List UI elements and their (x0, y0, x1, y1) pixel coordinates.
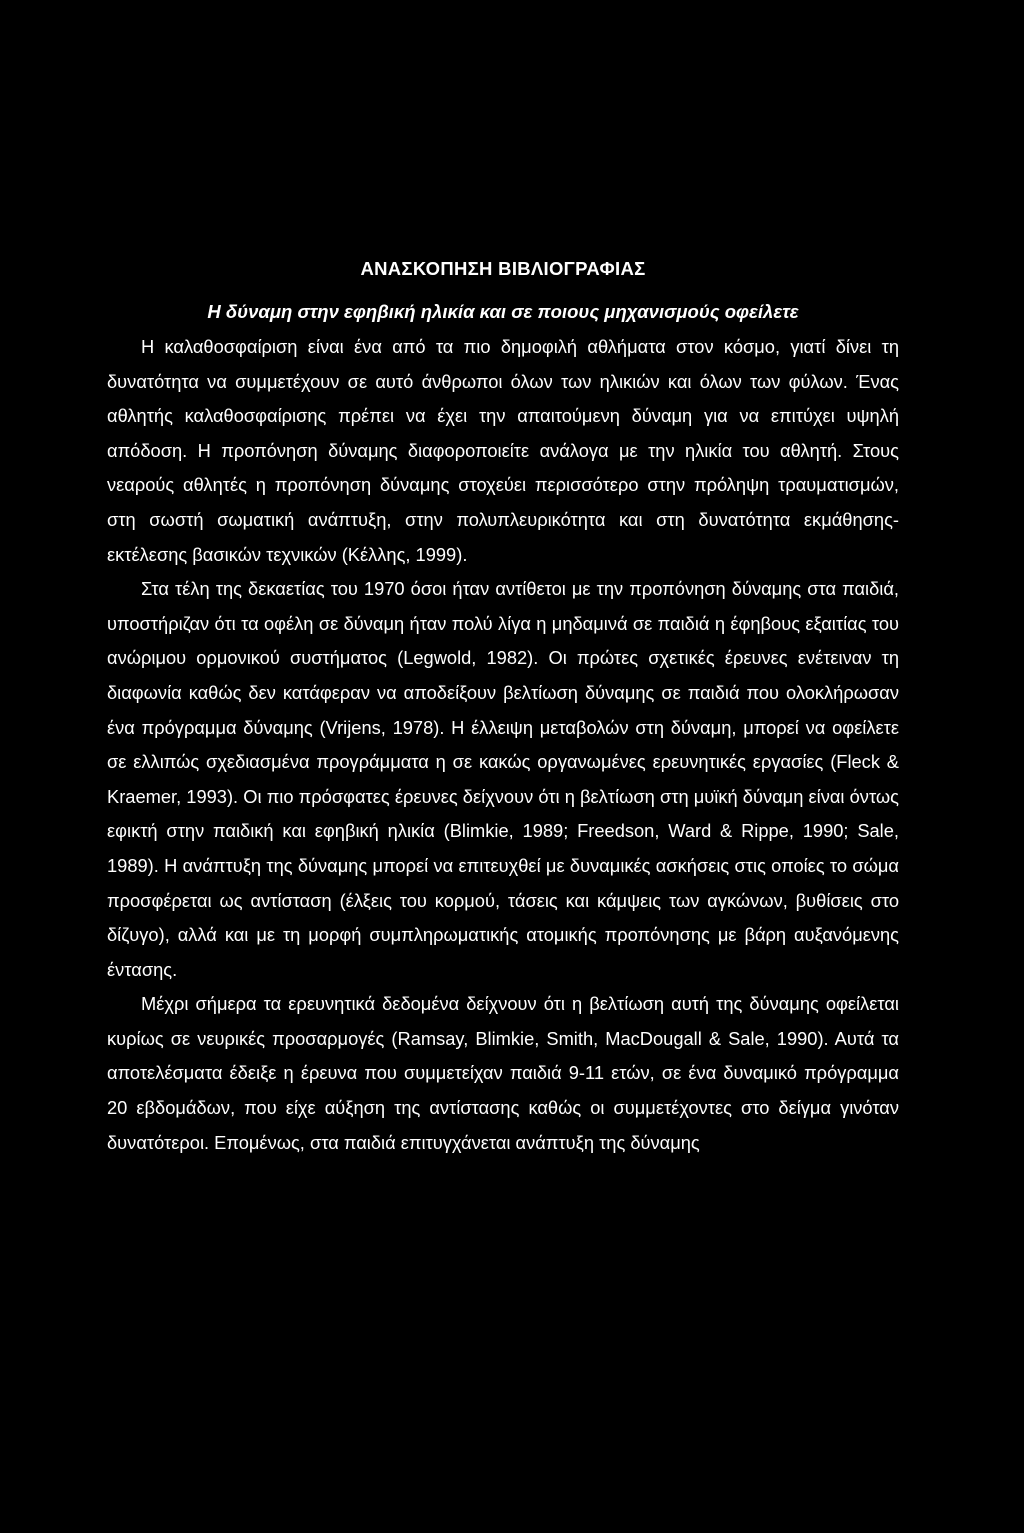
document-page (107, 251, 899, 1160)
paragraph-3: Μέχρι σήμερα τα ερευνητικά δεδομένα δείχνουν ότι η βελτίωση αυτή της δύναμης οφείλεται κυρίως σε νευρικές προσαρμογές (Ramsay, Blimkie, Smith, MacDougall & Sale, 1990). Αυτά τα αποτελέσματα έδειξε η έρευνα που συμμετείχαν παιδιά 9-11 ετών, σε ένα δυναμικό πρόγραμμα 20 εβδομάδων, που είχε αύξηση της αντίστασης καθώς οι συμμετέχοντες στο δείγμα γινόταν δυνατότεροι. Επομένως, στα παιδιά επιτυγχάνεται ανάπτυξη της δύναμης (107, 993, 899, 1153)
section-subheading: Η δύναμη στην εφηβική ηλικία και σε ποιους μηχανισμούς οφείλετε (207, 301, 799, 322)
paragraph-1: Η καλαθοσφαίριση είναι ένα από τα πιο δημοφιλή αθλήματα στον κόσμο, γιατί δίνει τη δυνατότητα να συμμετέχουν σε αυτό άνθρωποι όλων των ηλικιών και όλων των φύλων. Ένας αθλητής καλαθοσφαίρισης πρέπει να έχει την απαιτούμενη δύναμη για να επιτύχει υψηλή απόδοση. Η προπόνηση δύναμης διαφοροποιείτε ανάλογα με την ηλικία του αθλητή. Στους νεαρούς αθλητές η προπόνηση δύναμης στοχεύει περισσότερο στην πρόληψη τραυματισμών, στη σωστή σωματική ανάπτυξη, στην πολυπλευρικότητα και στη δυνατότητα εκμάθησης-εκτέλεσης βασικών τεχνικών (Κέλλης, 1999). (107, 336, 899, 565)
section-heading: ΑΝΑΣΚΟΠΗΣΗ ΒΙΒΛΙΟΓΡΑΦΙΑΣ (360, 258, 646, 279)
paragraph-2: Στα τέλη της δεκαετίας του 1970 όσοι ήταν αντίθετοι με την προπόνηση δύναμης στα παιδιά, υποστήριζαν ότι τα οφέλη σε δύναμη ήταν πολύ λίγα η μηδαμινά σε παιδιά η έφηβους εξαιτίας του ανώριμου ορμονικού συστήματος (Legwold, 1982). Οι πρώτες σχετικές έρευνες ενέτειναν τη διαφωνία καθώς δεν κατάφεραν να αποδείξουν βελτίωση δύναμης σε παιδιά που ολοκλήρωσαν ένα πρόγραμμα δύναμης (Vrijens, 1978). Η έλλειψη μεταβολών στη δύναμη, μπορεί να οφείλετε σε ελλιπώς σχεδιασμένα προγράμματα η σε κακώς οργανωμένες ερευνητικές εργασίες (Fleck & Kraemer, 1993). Οι πιο πρόσφατες έρευνες δείχνουν ότι η βελτίωση στη μυϊκή δύναμη είναι όντως εφικτή στην παιδική και εφηβική ηλικία (Blimkie, 1989; Freedson, Ward & Rippe, 1990; Sale, 1989). Η ανάπτυξη της δύναμης μπορεί να επιτευχθεί με δυναμικές ασκήσεις στις οποίες το σώμα προσφέρεται ως αντίσταση (έλξεις του κορμού, τάσεις και κάμψεις των αγκώνων, βυθίσεις στο δίζυγο), αλλά και με τη μορφή συμπληρωματικής ατομικής προπόνησης με βάρη αυξανόμενης έντασης. (107, 578, 899, 980)
